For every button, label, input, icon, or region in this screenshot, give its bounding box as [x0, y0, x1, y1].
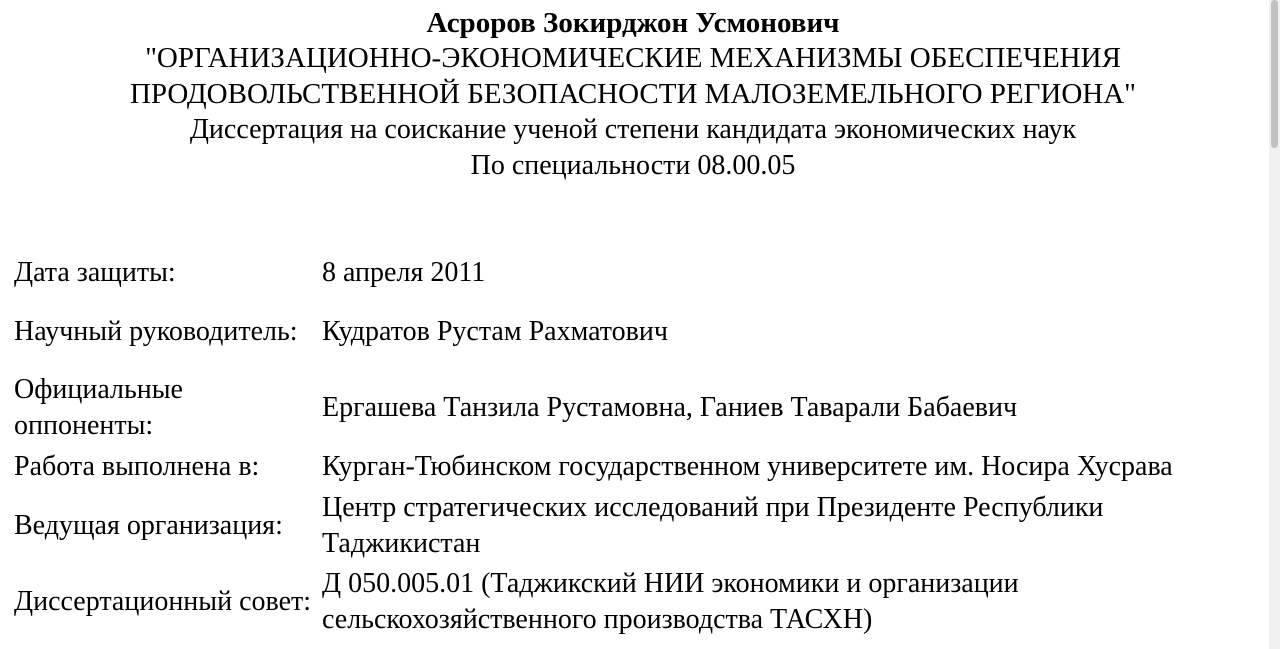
details-label: Диссертационный совет: — [14, 586, 312, 617]
details-row-defense-date — [12, 252, 1254, 294]
dissertation-header — [0, 6, 1266, 184]
details-value: Курган-Тюбинском государственном университете им. Носира Хусрава — [322, 451, 1173, 482]
details-label: Научный руководитель: — [14, 316, 298, 347]
details-table — [12, 252, 1254, 640]
details-row-institution — [12, 446, 1254, 488]
details-value: Центр стратегических исследований при Президенте Республики Таджикистан — [322, 492, 1104, 559]
details-label: Официальные оппоненты: — [14, 374, 183, 441]
details-value: Кудратов Рустам Рахматович — [322, 316, 668, 347]
dissertation-title-line-1: "ОРГАНИЗАЦИОННО-ЭКОНОМИЧЕСКИЕ МЕХАНИЗМЫ ОБЕСПЕЧЕНИЯ — [145, 42, 1121, 74]
dissertation-title-line-2: ПРОДОВОЛЬСТВЕННОЙ БЕЗОПАСНОСТИ МАЛОЗЕМЕЛЬНОГО РЕГИОНА" — [129, 78, 1137, 110]
vertical-scrollbar[interactable] — [1269, 0, 1280, 649]
details-value: Ергашева Танзила Рустамовна, Ганиев Таварали Бабаевич — [322, 392, 1018, 423]
details-label: Работа выполнена в: — [14, 451, 260, 482]
details-row-dissertation-council — [12, 564, 1254, 640]
details-row-supervisor — [12, 294, 1254, 370]
degree-line: Диссертация на соискание ученой степени кандидата экономических наук — [189, 114, 1077, 145]
details-value: 8 апреля 2011 — [322, 257, 486, 288]
details-value: Д 050.005.01 (Таджикский НИИ экономики и организации сельскохозяйственного производства ТАСХН) — [322, 568, 1019, 635]
details-row-leading-organization — [12, 488, 1254, 564]
author-name: Асроров Зокирджон Усмонович — [426, 7, 840, 39]
details-label: Ведущая организация: — [14, 510, 283, 541]
details-label: Дата защиты: — [14, 257, 176, 288]
details-row-opponents — [12, 370, 1254, 446]
scrollbar-thumb[interactable] — [1271, 0, 1278, 148]
specialty-line: По специальности 08.00.05 — [470, 150, 796, 181]
